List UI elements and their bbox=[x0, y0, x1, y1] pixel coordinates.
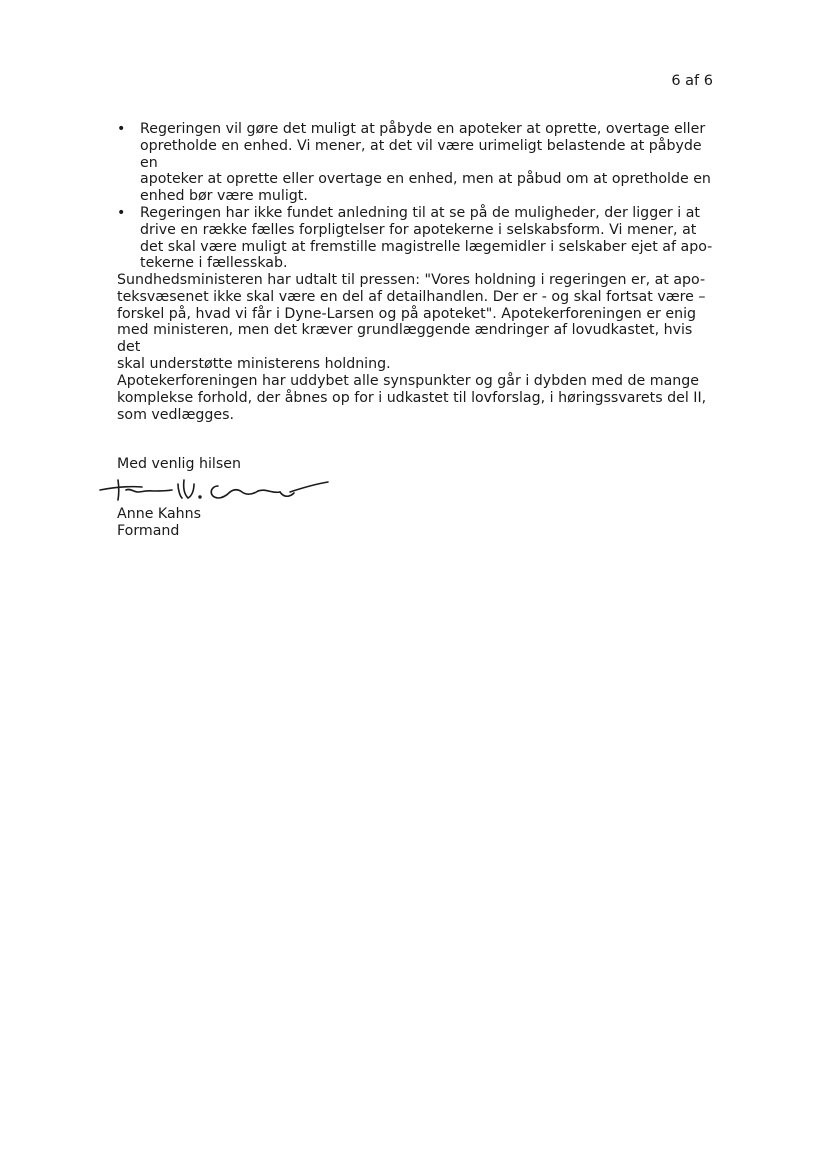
paragraph-line: skal understøtte ministerens holdning. bbox=[117, 355, 391, 372]
paragraph-line: Sundhedsministeren har udtalt til pressen: "Vores holdning i regeringen er, at apo- bbox=[117, 272, 706, 288]
bullet-list bbox=[117, 121, 717, 272]
bullet-line: tekerne i fællesskab. bbox=[140, 255, 288, 272]
bullet-line: enhed bør være muligt. bbox=[140, 188, 308, 205]
bullet-item bbox=[117, 205, 717, 272]
paragraph-elaboration bbox=[117, 373, 717, 423]
paragraph-line: Apotekerforeningen har uddybet alle synspunkter og går i dybden med de mange bbox=[117, 373, 699, 389]
bullet-line: apoteker at oprette eller overtage en enhed, men at påbud om at opretholde en bbox=[140, 171, 711, 188]
paragraph-line: komplekse forhold, der åbnes op for i udkastet til lovforslag, i høringssvarets del II, bbox=[117, 389, 707, 406]
bullet-line: Regeringen vil gøre det muligt at påbyde en apoteker at oprette, overtage eller bbox=[140, 121, 706, 137]
page-number: 6 af 6 bbox=[671, 73, 713, 89]
bullet-item bbox=[117, 121, 717, 205]
bullet-line: opretholde en enhed. Vi mener, at det vil være urimeligt belastende at påbyde en bbox=[140, 137, 702, 171]
bullet-line: Regeringen har ikke fundet anledning til at se på de muligheder, der ligger i at bbox=[140, 204, 700, 221]
paragraph-line: som vedlægges. bbox=[117, 406, 235, 423]
signatory-title: Formand bbox=[117, 523, 180, 539]
closing-greeting: Med venlig hilsen bbox=[117, 456, 241, 472]
bullet-icon: • bbox=[117, 121, 126, 137]
paragraph-line: forskel på, hvad vi får i Dyne-Larsen og på apoteket". Apotekerforeningen er enig bbox=[117, 305, 697, 322]
bullet-line: det skal være muligt at fremstille magistrelle lægemidler i selskaber ejet af apo- bbox=[140, 238, 713, 255]
paragraph-minister-quote bbox=[117, 272, 717, 373]
paragraph-line: med ministeren, men det kræver grundlæggende ændringer af lovudkastet, hvis det bbox=[117, 322, 693, 356]
paragraph-line: teksvæsenet ikke skal være en del af detailhandlen. Der er - og skal fortsat være – bbox=[117, 288, 706, 305]
signatory-name: Anne Kahns bbox=[117, 506, 202, 522]
handwritten-signature bbox=[96, 470, 332, 506]
bullet-line: drive en række fælles forpligtelser for apotekerne i selskabsform. Vi mener, at bbox=[140, 221, 697, 238]
bullet-icon: • bbox=[117, 204, 126, 221]
